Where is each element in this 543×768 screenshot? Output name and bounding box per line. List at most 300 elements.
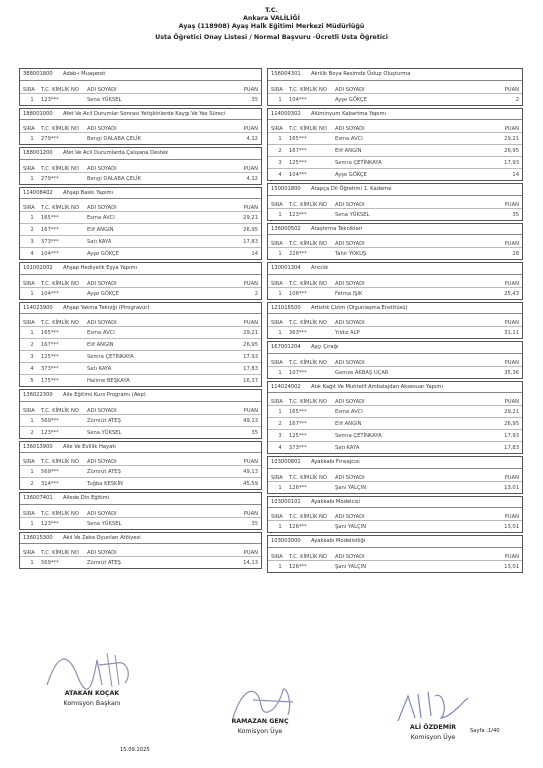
row-tc: 175*** — [41, 378, 59, 384]
table-row — [268, 560, 522, 572]
row-puan: 17,93 — [504, 433, 519, 439]
course-code: 136007401 — [23, 495, 53, 501]
row-tc: 167*** — [41, 227, 59, 233]
course-title-row — [20, 263, 261, 275]
column-header-puan: PUAN — [243, 205, 258, 211]
row-name: Sena YÜKSEL — [87, 429, 122, 436]
course-block — [19, 389, 262, 439]
row-tc: 279*** — [41, 136, 59, 142]
course-title-row — [20, 533, 261, 545]
column-header-name: ADI SOYADI — [335, 399, 365, 405]
column-header-sira: SIRA — [23, 165, 35, 172]
row-tc: 125*** — [41, 354, 59, 360]
row-sira: 1 — [278, 136, 282, 142]
row-tc: 165*** — [41, 215, 59, 221]
row-name: Elif ANGIN — [335, 421, 362, 427]
row-sira: 4 — [278, 172, 282, 178]
table-row — [20, 374, 261, 386]
row-name: Satı KAYA — [335, 445, 360, 451]
row-name: Esma AVCI — [335, 409, 363, 415]
course-block — [19, 492, 262, 530]
column-header-tc: T.C. KİMLİK NO — [41, 165, 79, 172]
column-header-puan: PUAN — [504, 280, 519, 287]
table-header-row — [268, 314, 522, 326]
row-name: Semra ÇETİNKAYA — [87, 354, 134, 360]
table-header-row — [20, 275, 261, 287]
table-row — [20, 93, 261, 105]
column-header-sira: SIRA — [271, 86, 283, 93]
column-header-puan: PUAN — [243, 126, 258, 132]
signatory-name: ATAKAN KOÇAK — [64, 690, 120, 697]
column-header-puan: PUAN — [504, 474, 519, 481]
column-header-name: ADI SOYADI — [87, 86, 117, 93]
course-title-row — [268, 342, 522, 354]
table-row — [20, 477, 261, 489]
column-header-sira: SIRA — [23, 126, 35, 132]
row-puan: 14 — [251, 251, 258, 257]
column-header-tc: T.C. KİMLİK NO — [289, 86, 327, 93]
course-code: 101002002 — [23, 265, 53, 271]
row-name: Satı KAYA — [87, 366, 112, 372]
row-name: Esma AVCI — [87, 215, 115, 221]
column-header-sira: SIRA — [271, 201, 283, 208]
row-sira: 1 — [30, 215, 34, 221]
column-header-name: ADI SOYADI — [335, 201, 365, 208]
row-puan: 49,13 — [243, 417, 258, 424]
table-row — [20, 326, 261, 338]
row-name: Semra ÇETİNKAYA — [335, 160, 382, 166]
signatory-role: Komisyon Üye — [237, 728, 283, 735]
course-block — [19, 302, 262, 388]
column-header-tc: T.C. KİMLİK NO — [289, 126, 327, 132]
course-code: 188001200 — [23, 150, 53, 156]
column-header-name: ADI SOYADI — [87, 407, 117, 414]
column-header-puan: PUAN — [504, 86, 519, 93]
column-header-sira: SIRA — [271, 320, 283, 326]
row-tc: 107*** — [289, 369, 307, 376]
table-row — [268, 247, 522, 259]
row-puan: 2 — [254, 290, 258, 297]
row-sira: 1 — [30, 330, 34, 336]
course-title-row — [20, 188, 261, 200]
row-puan: 17,83 — [243, 366, 258, 372]
signatory-role: Komisyon Üye — [410, 734, 456, 741]
row-name: Şani YALÇIN — [335, 524, 367, 530]
course-block — [19, 147, 262, 185]
course-code: 150001800 — [271, 186, 301, 192]
table-header-row — [268, 548, 522, 560]
table-row — [20, 223, 261, 235]
course-code: 103000101 — [271, 498, 301, 505]
row-sira: 1 — [30, 417, 34, 424]
column-header-tc: T.C. KİMLİK NO — [289, 359, 327, 366]
row-puan: 17,83 — [243, 239, 258, 245]
column-header-puan: PUAN — [243, 280, 258, 287]
course-code: 167001204 — [271, 344, 301, 350]
signatory-name: ALİ ÖZDEMİR — [409, 724, 457, 731]
course-block — [267, 108, 523, 182]
table-row — [268, 208, 522, 220]
row-tc: 104*** — [289, 96, 307, 103]
course-title-row — [268, 224, 522, 236]
column-header-tc: T.C. KİMLİK NO — [41, 459, 79, 465]
column-header-tc: T.C. KİMLİK NO — [41, 407, 79, 414]
row-puan: 26,95 — [243, 227, 258, 233]
row-puan: 29,21 — [504, 409, 519, 415]
course-code: 136015300 — [23, 534, 53, 541]
course-title-row — [268, 536, 522, 548]
column-header-sira: SIRA — [23, 320, 35, 326]
row-name: Gamze AKBAŞ UÇAR — [335, 369, 389, 376]
column-header-tc: T.C. KİMLİK NO — [41, 205, 79, 211]
column-header-sira: SIRA — [23, 280, 35, 287]
table-row — [20, 172, 261, 184]
row-tc: 126*** — [289, 524, 307, 530]
course-code: 114024002 — [271, 383, 301, 390]
course-block — [19, 187, 262, 261]
signature-block-chair — [42, 690, 142, 707]
table-header-row — [268, 275, 522, 287]
table-header-row — [20, 505, 261, 517]
course-block — [267, 223, 523, 261]
row-puan: 28 — [512, 251, 519, 257]
row-tc: 569*** — [41, 560, 59, 566]
row-name: Semra ÇETİNKAYA — [335, 433, 382, 439]
course-block — [267, 183, 523, 221]
column-header-tc: T.C. KİMLİK NO — [41, 320, 79, 326]
row-puan: 29,21 — [243, 330, 258, 336]
course-code: 103000801 — [271, 459, 301, 465]
table-row — [268, 429, 522, 441]
table-header-row — [20, 544, 261, 556]
row-tc: 279*** — [41, 175, 59, 182]
course-title-row — [20, 442, 261, 454]
row-name: Zümrüt ATEŞ — [87, 560, 121, 566]
row-tc: 104*** — [41, 251, 59, 257]
row-puan: 4,12 — [246, 136, 258, 142]
row-tc: 125*** — [289, 160, 307, 166]
row-puan: 49,13 — [243, 469, 258, 475]
left-course-column — [19, 68, 262, 571]
course-title-row — [20, 109, 261, 121]
row-name: Ayşe GÖKÇE — [335, 96, 367, 103]
course-block — [267, 381, 523, 455]
table-row — [20, 362, 261, 374]
column-header-puan: PUAN — [504, 359, 519, 366]
table-header-row — [268, 469, 522, 481]
table-row — [268, 366, 522, 378]
row-puan: 17,93 — [504, 160, 519, 166]
row-puan: 35 — [251, 96, 258, 103]
column-header-name: ADI SOYADI — [335, 86, 365, 93]
column-header-puan: PUAN — [504, 126, 519, 132]
row-puan: 17,93 — [243, 354, 258, 360]
course-block — [19, 441, 262, 491]
row-name: Elif ANGIN — [87, 227, 114, 233]
row-tc: 123*** — [41, 520, 59, 527]
column-header-tc: T.C. KİMLİK NO — [289, 399, 327, 405]
row-puan: 26,95 — [243, 342, 258, 348]
header-institution: Ayaş (118908) Ayaş Halk Eğitimi Merkezi Müdürlüğü — [178, 23, 365, 30]
row-name: Elif ANGIN — [335, 148, 362, 154]
row-puan: 17,83 — [504, 445, 519, 451]
row-puan: 26,95 — [504, 421, 519, 427]
course-name: Ahşap Baskı Yapımı — [63, 189, 114, 196]
table-row — [268, 132, 522, 144]
course-title-row — [20, 493, 261, 505]
table-row — [20, 132, 261, 144]
column-header-sira: SIRA — [271, 126, 283, 132]
column-header-name: ADI SOYADI — [335, 553, 365, 560]
column-header-tc: T.C. KİMLİK NO — [289, 553, 327, 560]
row-name: Şani YALÇIN — [335, 484, 367, 491]
row-puan: 35 — [251, 429, 258, 436]
column-header-puan: PUAN — [243, 165, 258, 172]
course-title-row — [268, 382, 522, 394]
column-header-name: ADI SOYADI — [335, 241, 365, 247]
column-header-sira: SIRA — [271, 553, 283, 560]
column-header-name: ADI SOYADI — [335, 514, 365, 520]
table-header-row — [268, 393, 522, 405]
row-sira: 1 — [30, 520, 34, 527]
course-name: Ayakkabı Modelistliği — [311, 538, 366, 544]
row-name: Esma AVCI — [87, 330, 115, 336]
column-header-sira: SIRA — [23, 86, 35, 93]
course-block — [19, 262, 262, 300]
row-name: Bengi DALABA ÇELİK — [87, 175, 141, 182]
column-header-sira: SIRA — [23, 407, 35, 414]
row-puan: 14 — [512, 172, 519, 178]
column-header-puan: PUAN — [504, 201, 519, 208]
signatory-role: Komisyon Başkanı — [63, 700, 121, 707]
course-title-row — [20, 148, 261, 160]
table-row — [268, 287, 522, 299]
table-row — [20, 517, 261, 529]
column-header-tc: T.C. KİMLİK NO — [289, 280, 327, 287]
table-header-row — [268, 196, 522, 208]
row-sira: 1 — [30, 469, 34, 475]
course-name: Araştırma Teknikleri — [311, 225, 363, 232]
column-header-tc: T.C. KİMLİK NO — [289, 320, 327, 326]
column-header-tc: T.C. KİMLİK NO — [41, 280, 79, 287]
row-sira: 2 — [30, 429, 34, 436]
course-name: Akrilik Boya Resimde Üslup Oluşturma — [311, 71, 411, 77]
row-puan: 2 — [515, 96, 519, 103]
row-tc: 167*** — [289, 148, 307, 154]
course-name: Aile Eğitimi Kurs Programı (Aep) — [63, 392, 146, 398]
row-name: Şani YALÇIN — [335, 563, 367, 570]
row-sira: 4 — [278, 445, 282, 451]
row-name: Yıldız ALP — [335, 330, 360, 336]
table-header-row — [20, 120, 261, 132]
row-sira: 3 — [30, 354, 34, 360]
course-block — [267, 496, 523, 534]
row-puan: 13,01 — [504, 484, 519, 491]
row-puan: 26,95 — [504, 148, 519, 154]
column-header-name: ADI SOYADI — [87, 205, 117, 211]
row-name: Sena YÜKSEL — [87, 96, 122, 103]
column-header-sira: SIRA — [23, 459, 35, 465]
row-tc: 226*** — [289, 251, 307, 257]
course-name: Ahşap Hediyelik Eşya Yapımı — [63, 265, 138, 271]
row-name: Sena YÜKSEL — [335, 211, 370, 218]
header-tc: T.C. — [265, 7, 278, 14]
table-row — [20, 426, 261, 438]
signature-block-member-1 — [215, 718, 305, 735]
course-code: 136013900 — [23, 443, 53, 450]
row-sira: 2 — [30, 342, 34, 348]
course-code: 136000502 — [271, 225, 301, 232]
course-block — [19, 108, 262, 146]
course-block — [267, 302, 523, 340]
column-header-name: ADI SOYADI — [87, 280, 117, 287]
column-header-name: ADI SOYADI — [87, 550, 117, 556]
row-sira: 2 — [278, 148, 282, 154]
row-name: Ayşe GÖKÇE — [335, 172, 367, 178]
table-row — [20, 414, 261, 426]
table-header-row — [20, 160, 261, 172]
row-sira: 3 — [278, 160, 282, 166]
row-tc: 165*** — [41, 330, 59, 336]
table-header-row — [20, 81, 261, 93]
course-block — [267, 341, 523, 379]
course-code: 114000302 — [271, 110, 301, 117]
row-tc: 106*** — [289, 290, 307, 297]
table-row — [268, 144, 522, 156]
column-header-puan: PUAN — [504, 320, 519, 326]
row-sira: 1 — [278, 524, 282, 530]
column-header-sira: SIRA — [271, 399, 283, 405]
course-block — [267, 68, 523, 106]
column-header-name: ADI SOYADI — [335, 126, 365, 132]
row-tc: 569*** — [41, 417, 59, 424]
course-code: 188001000 — [23, 110, 53, 117]
table-row — [20, 211, 261, 223]
course-title-row — [268, 303, 522, 315]
course-title-row — [268, 69, 522, 81]
column-header-name: ADI SOYADI — [335, 359, 365, 366]
row-puan: 13,01 — [504, 524, 519, 530]
row-name: Zümrüt ATEŞ — [87, 417, 121, 424]
table-header-row — [268, 235, 522, 247]
row-tc: 123*** — [41, 96, 59, 103]
row-sira: 1 — [30, 175, 34, 182]
column-header-name: ADI SOYADI — [87, 165, 117, 172]
row-tc: 123*** — [289, 211, 307, 218]
row-sira: 1 — [30, 560, 34, 566]
course-code: 156004301 — [271, 71, 301, 77]
row-tc: 165*** — [289, 136, 307, 142]
column-header-name: ADI SOYADI — [87, 320, 117, 326]
table-row — [20, 235, 261, 247]
handwritten-signature-icon — [393, 686, 473, 726]
row-puan: 14,13 — [243, 560, 258, 566]
row-name: Sena YÜKSEL — [87, 520, 122, 527]
row-sira: 2 — [30, 481, 34, 487]
course-block — [19, 68, 262, 106]
row-puan: 13,01 — [504, 563, 519, 570]
course-code: 114023900 — [23, 304, 53, 311]
row-sira: 1 — [278, 211, 282, 218]
course-code: 121016500 — [271, 304, 301, 311]
handwritten-signature-icon — [37, 645, 147, 695]
table-header-row — [268, 354, 522, 366]
row-name: Elif ANGIN — [87, 342, 114, 348]
course-title-row — [20, 69, 261, 81]
course-title-row — [20, 303, 261, 315]
column-header-sira: SIRA — [23, 510, 35, 517]
course-name: Atık Kağıt Ve Muhtelif Ambalajdan Aksesuar Yapımı — [311, 383, 443, 390]
row-sira: 5 — [30, 378, 34, 384]
column-header-tc: T.C. KİMLİK NO — [289, 241, 327, 247]
row-name: Tuğba KESKİN — [87, 481, 123, 487]
column-header-sira: SIRA — [23, 205, 35, 211]
row-sira: 4 — [30, 366, 34, 372]
column-header-name: ADI SOYADI — [87, 510, 117, 517]
row-puan: 29,21 — [504, 136, 519, 142]
row-puan: 35,36 — [504, 369, 519, 376]
table-row — [268, 405, 522, 417]
course-code: 136022300 — [23, 392, 53, 398]
column-header-tc: T.C. KİMLİK NO — [289, 514, 327, 520]
row-sira: 1 — [30, 136, 34, 142]
course-title-row — [268, 457, 522, 469]
row-tc: 123*** — [41, 429, 59, 436]
row-puan: 35 — [512, 211, 519, 218]
row-name: Fatma IŞIK — [335, 290, 363, 297]
row-sira: 1 — [278, 409, 282, 415]
row-tc: 104*** — [289, 172, 307, 178]
row-name: Ayşe GÖKÇE — [87, 251, 119, 257]
course-title-row — [268, 497, 522, 509]
row-tc: 569*** — [41, 469, 59, 475]
course-name: Akıl Ve Zeka Oyunları Atölyesi — [63, 534, 141, 541]
course-name: Aile Ve Evlilik Hayatı — [63, 443, 116, 450]
row-sira: 4 — [30, 251, 34, 257]
row-puan: 31,11 — [504, 330, 519, 336]
row-puan: 25,43 — [504, 290, 519, 297]
table-row — [20, 247, 261, 259]
table-header-row — [268, 81, 522, 93]
row-tc: 104*** — [41, 290, 59, 297]
column-header-tc: T.C. KİMLİK NO — [289, 201, 327, 208]
column-header-sira: SIRA — [23, 550, 35, 556]
course-block — [267, 535, 523, 573]
course-block — [19, 532, 262, 570]
row-sira: 1 — [30, 290, 34, 297]
table-row — [20, 287, 261, 299]
row-name: Ayşe GÖKÇE — [87, 290, 119, 297]
column-header-tc: T.C. KİMLİK NO — [41, 550, 79, 556]
course-name: Aşçı Çırağı — [311, 344, 339, 350]
column-header-sira: SIRA — [271, 514, 283, 520]
column-header-puan: PUAN — [243, 407, 258, 414]
course-title-row — [268, 109, 522, 121]
course-code: 103003000 — [271, 538, 301, 544]
row-puan: 29,21 — [243, 215, 258, 221]
row-tc: 363*** — [289, 330, 307, 336]
column-header-tc: T.C. KİMLİK NO — [41, 510, 79, 517]
column-header-puan: PUAN — [504, 553, 519, 560]
signatory-name: RAMAZAN GENÇ — [231, 718, 289, 725]
column-header-puan: PUAN — [504, 514, 519, 520]
row-sira: 3 — [278, 433, 282, 439]
table-header-row — [20, 402, 261, 414]
table-header-row — [268, 120, 522, 132]
row-sira: 2 — [278, 421, 282, 427]
row-sira: 2 — [30, 227, 34, 233]
course-block — [267, 262, 523, 300]
